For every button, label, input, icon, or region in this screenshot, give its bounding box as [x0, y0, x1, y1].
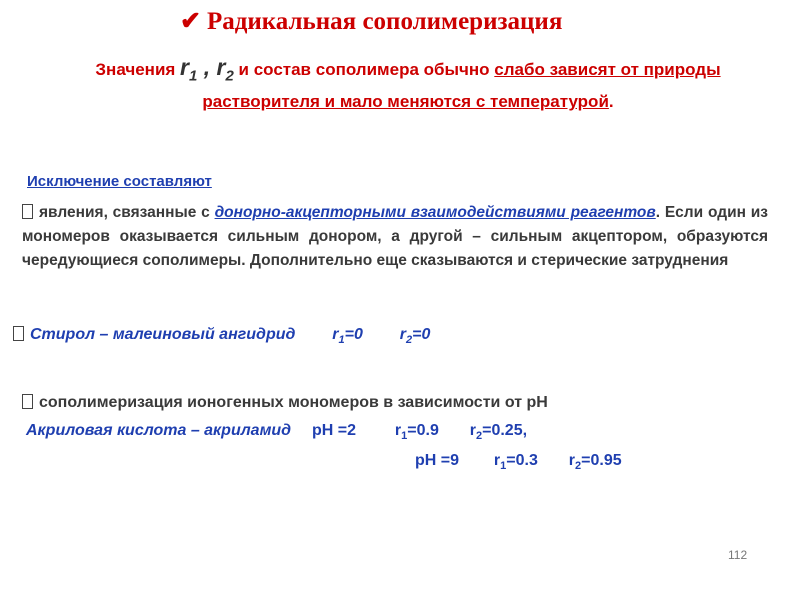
row1-r2 [469, 422, 528, 443]
exception-paragraph [22, 201, 768, 273]
r1-symbol [180, 54, 198, 85]
intro-end: . [608, 91, 614, 111]
styrene-pair-name: Стирол – малеиновый ангидрид [30, 326, 296, 343]
row1-r1 [394, 422, 439, 443]
row1-r2-sub: 2 [475, 430, 483, 443]
slide-title [180, 6, 562, 36]
styrene-r2-sub: 2 [406, 334, 413, 347]
r2-symbol [216, 54, 234, 85]
slide-title-text: Радикальная сополимеризация [206, 8, 563, 35]
row1-r2-value: =0.25, [482, 422, 528, 439]
row2-r1-sub: 1 [500, 460, 507, 473]
bullet-box-icon [22, 394, 33, 409]
styrene-r1-value: =0 [344, 326, 363, 343]
row2-r1 [493, 452, 538, 473]
r1-sub: 1 [189, 67, 198, 85]
bullet-box-icon [13, 326, 24, 341]
intro-comma: , [197, 54, 217, 80]
intro-underlined: слабо зависят от природы растворителя и мало меняются с температурой [202, 60, 721, 111]
row2-r2 [568, 452, 622, 473]
page-number: 112 [728, 548, 748, 562]
ionogenic-heading [22, 394, 548, 412]
row2-r1-value: =0.3 [506, 452, 538, 469]
acrylic-example-row-1 [26, 422, 527, 442]
r1-letter: r [180, 54, 189, 80]
donor-acceptor-term: донорно-акцепторными взаимодействиями реагентов [214, 204, 656, 221]
row1-r1-label: r [394, 422, 402, 439]
r2-letter: r [216, 54, 226, 80]
intro-text-1: Значения [95, 60, 181, 79]
r2-sub: 2 [225, 67, 234, 85]
ph-value-2: pH =9 [415, 452, 460, 469]
exception-text-rest: . Если один из мономеров оказывается сильным донором, а другой – сильным акцептором, образуются чередующиеся сополимеры. Дополнительно еще сказываются и стерические затруднения [22, 204, 768, 269]
exception-text-start: явления, связанные с [39, 204, 215, 221]
acrylic-pair-name: Акриловая кислота – акриламид [26, 422, 292, 439]
styrene-r1 [332, 326, 363, 347]
styrene-example [13, 326, 430, 346]
styrene-r1-label: r [332, 326, 339, 343]
checkmark-icon: ✔ [180, 8, 201, 35]
row1-r2-label: r [469, 422, 476, 439]
styrene-r1-sub: 1 [338, 334, 345, 347]
row1-r1-sub: 1 [401, 430, 408, 443]
row1-r1-value: =0.9 [407, 422, 439, 439]
acrylic-example-row-2 [415, 452, 622, 472]
row2-r2-sub: 2 [575, 460, 582, 473]
ph-value-1: pH =2 [311, 422, 356, 439]
styrene-r2-label: r [399, 326, 407, 343]
exception-heading: Исключение составляют [27, 173, 212, 190]
intro-text-2: и состав сополимера обычно [233, 60, 495, 79]
row2-r2-value: =0.95 [581, 452, 622, 469]
intro-paragraph [68, 55, 748, 114]
bullet-box-icon [22, 204, 33, 219]
row2-r2-label: r [568, 452, 576, 469]
ionogenic-heading-text: сополимеризация ионогенных мономеров в зависимости от рН [39, 394, 548, 411]
styrene-r2-value: =0 [412, 326, 431, 343]
row2-r1-label: r [493, 452, 501, 469]
styrene-r2 [399, 326, 431, 347]
